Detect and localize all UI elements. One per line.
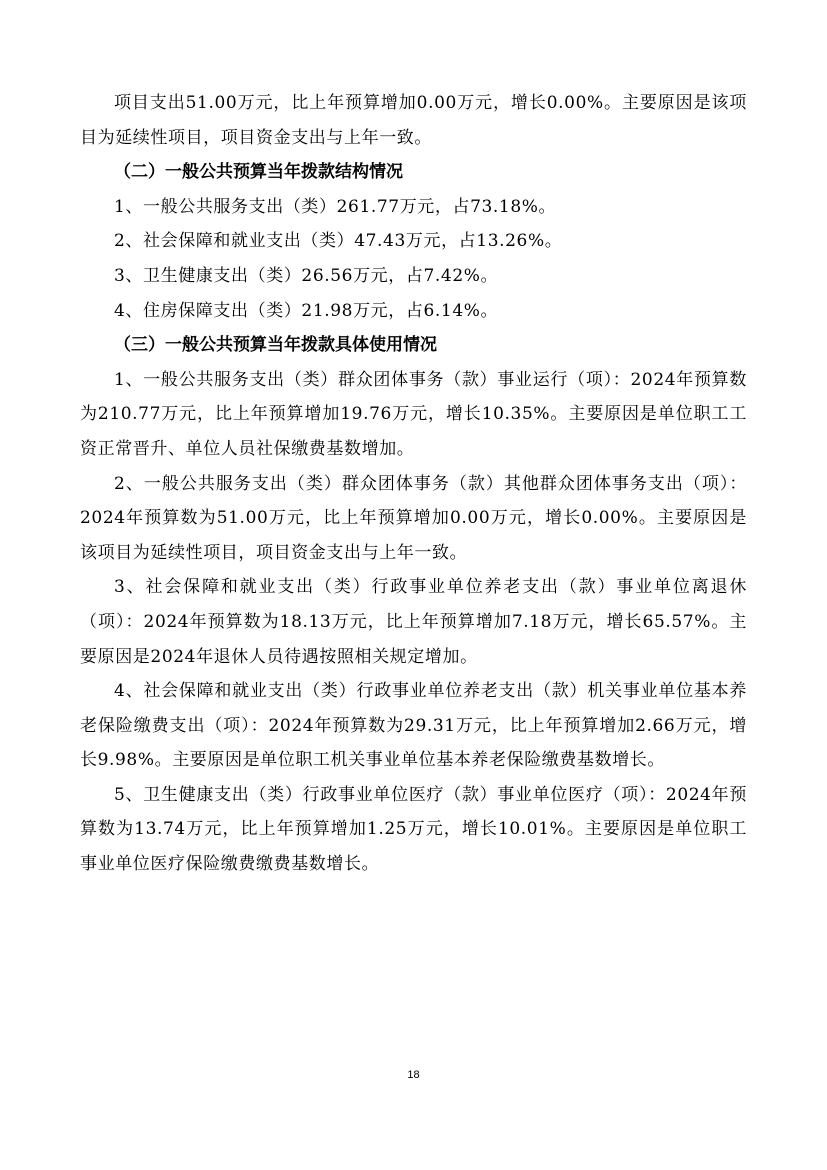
structure-item-4: 4、住房保障支出（类）21.98万元，占6.14%。 — [114, 300, 499, 321]
usage-item-4: 4、社会保障和就业支出（类）行政事业单位养老支出（款）机关事业单位基本养老保险缴费支出（项）：2024年预算数为29.31万元，比上年预算增加2.66万元，增长9.98%。主要原因是单位职工机关事业单位基本养老保险缴费基数增长。 — [80, 681, 747, 771]
usage-item-2: 2、一般公共服务支出（类）群众团体事务（款）其他群众团体事务支出（项）：2024年预算数为51.00万元，比上年预算增加0.00万元，增长0.00%。主要原因是该项目为延续性项目，项目资金支出与上年一致。 — [80, 473, 747, 563]
section-heading-usage: （三）一般公共预算当年拨款具体使用情况 — [114, 335, 437, 356]
structure-item-3: 3、卫生健康支出（类）26.56万元，占7.42%。 — [114, 265, 499, 286]
usage-item-1: 1、一般公共服务支出（类）群众团体事务（款）事业运行（项）：2024年预算数为210.77万元，比上年预算增加19.76万元，增长10.35%。主要原因是单位职工工资正常晋升、单位人员社保缴费基数增加。 — [80, 369, 747, 459]
paragraph-project-expense: 项目支出51.00万元，比上年预算增加0.00万元，增长0.00%。主要原因是该项目为延续性项目，项目资金支出与上年一致。 — [80, 93, 747, 148]
section-heading-structure: （二）一般公共预算当年拨款结构情况 — [114, 162, 403, 183]
structure-item-2: 2、社会保障和就业支出（类）47.43万元，占13.26%。 — [114, 231, 563, 252]
usage-item-5: 5、卫生健康支出（类）行政事业单位医疗（款）事业单位医疗（项）：2024年预算数为13.74万元，比上年预算增加1.25万元，增长10.01%。主要原因是单位职工事业单位医疗保险缴费缴费基数增长。 — [80, 784, 747, 875]
page-number: 18 — [407, 1069, 420, 1081]
usage-item-3: 3、社会保障和就业支出（类）行政事业单位养老支出（款）事业单位离退休（项）：2024年预算数为18.13万元，比上年预算增加7.18万元，增长65.57%。主要原因是2024年退休人员待遇按照相关规定增加。 — [80, 577, 747, 667]
page-content — [80, 86, 747, 882]
structure-item-1: 1、一般公共服务支出（类）261.77万元，占73.18%。 — [114, 196, 557, 217]
